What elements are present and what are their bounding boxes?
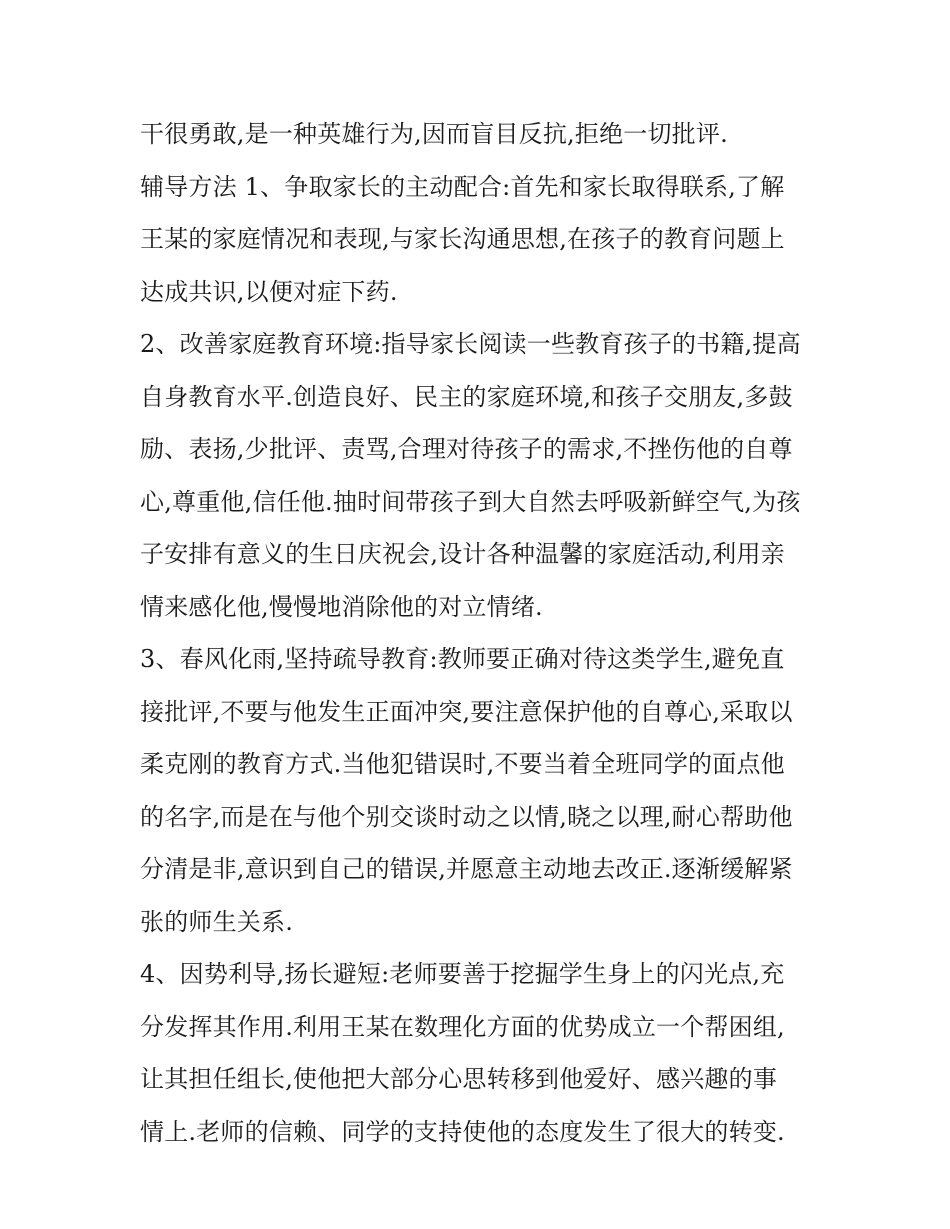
text-line: 2、改善家庭教育环境:指导家长阅读一些教育孩子的书籍,提高 bbox=[140, 330, 801, 358]
body-text bbox=[140, 108, 820, 1158]
text-line: 子安排有意义的生日庆祝会,设计各种温馨的家庭活动,利用亲 bbox=[140, 540, 785, 568]
text-line: 3、春风化雨,坚持疏导教育:教师要正确对待这类学生,避免直 bbox=[140, 645, 785, 673]
text-line: 干很勇敢,是一种英雄行为,因而盲目反抗,拒绝一切批评. bbox=[140, 120, 728, 148]
text-line: 柔克刚的教育方式.当他犯错误时,不要当着全班同学的面点他 bbox=[140, 750, 785, 778]
text-line: 辅导方法 1、争取家长的主动配合:首先和家长取得联系,了解 bbox=[140, 172, 785, 201]
text-line: 情上.老师的信赖、同学的支持使他的态度发生了很大的转变. bbox=[140, 1117, 785, 1146]
text-line: 情来感化他,慢慢地消除他的对立情绪. bbox=[140, 592, 543, 621]
text-line: 的名字,而是在与他个别交谈时动之以情,晓之以理,耐心帮助他 bbox=[140, 802, 793, 831]
text-line: 心,尊重他,信任他.抽时间带孩子到大自然去呼吸新鲜空气,为孩 bbox=[140, 487, 801, 516]
text-line: 4、因势利导,扬长避短:老师要善于挖掘学生身上的闪光点,充 bbox=[140, 960, 785, 988]
text-line: 让其担任组长,使他把大部分心思转移到他爱好、感兴趣的事 bbox=[140, 1065, 778, 1093]
text-line: 励、表扬,少批评、责骂,合理对待孩子的需求,不挫伤他的自尊 bbox=[140, 435, 793, 463]
text-line: 分发挥其作用.利用王某在数理化方面的优势成立一个帮困组, bbox=[140, 1012, 785, 1041]
text-line: 张的师生关系. bbox=[140, 907, 294, 936]
text-line: 王某的家庭情况和表现,与家长沟通思想,在孩子的教育问题上 bbox=[140, 225, 785, 253]
text-line: 分清是非,意识到自己的错误,并愿意主动地去改正.逐渐缓解紧 bbox=[140, 855, 793, 883]
text-line: 达成共识,以便对症下药. bbox=[140, 277, 398, 306]
text-line: 接批评,不要与他发生正面冲突,要注意保护他的自尊心,采取以 bbox=[140, 697, 793, 726]
text-line: 自身教育水平.创造良好、民主的家庭环境,和孩子交朋友,多鼓 bbox=[140, 382, 793, 411]
